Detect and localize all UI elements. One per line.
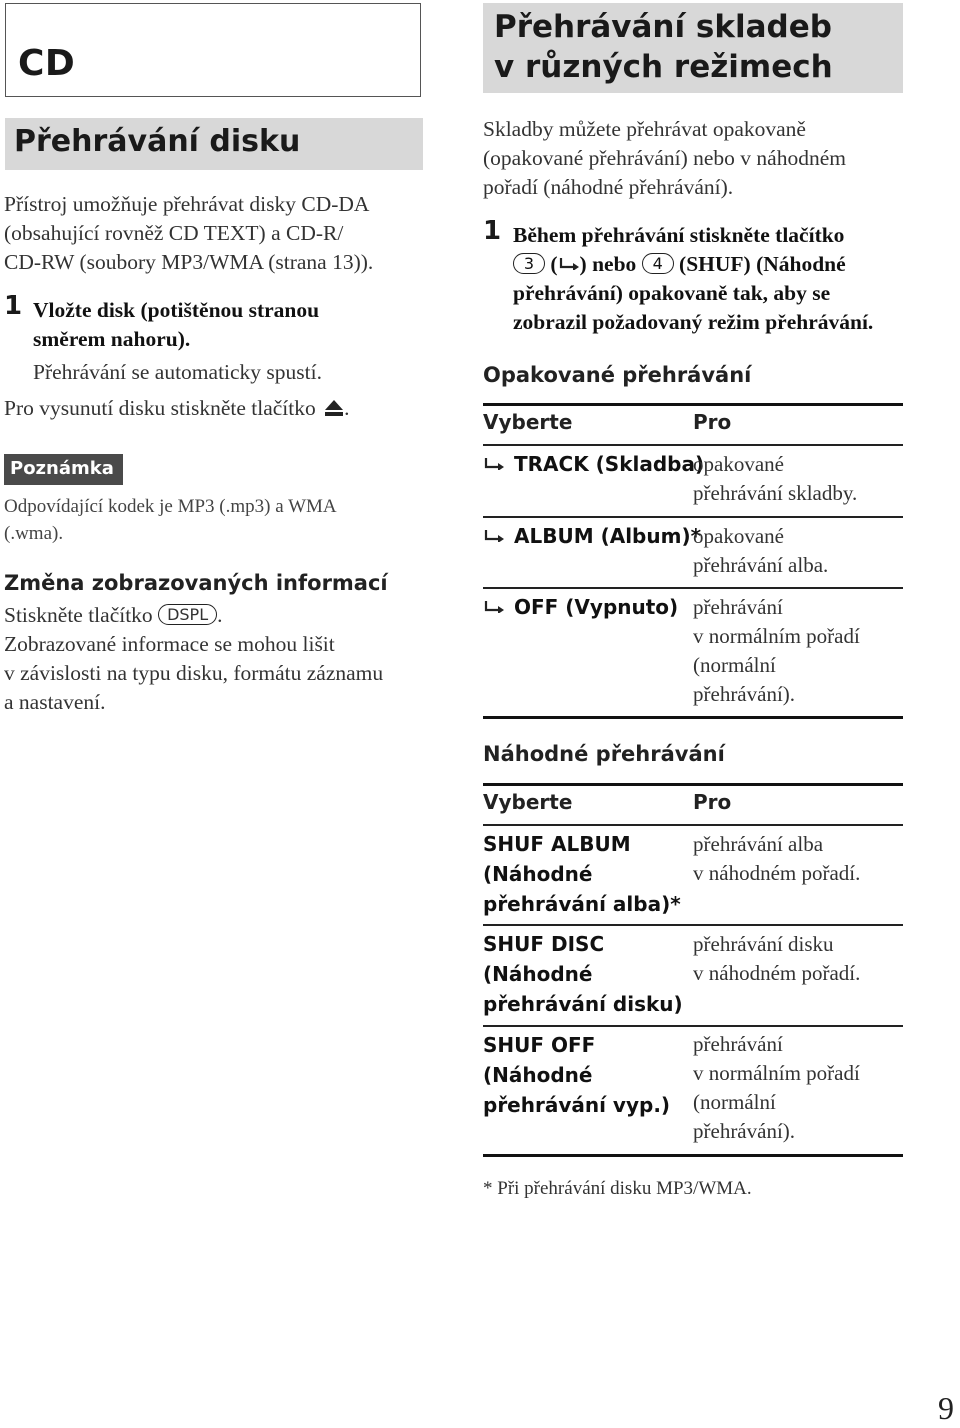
row-select-line: (Náhodné: [483, 1063, 593, 1087]
repeat-table-title: Opakované přehrávání: [483, 363, 752, 387]
step-line: [513, 250, 873, 279]
row-for-line: opakované: [693, 524, 784, 548]
note-text: [4, 493, 337, 547]
display-line: Zobrazované informace se mohou lišit: [4, 632, 335, 656]
intro-line: (opakované přehrávání) nebo v náhodném: [483, 146, 846, 170]
intro-line: pořadí (náhodné přehrávání).: [483, 175, 734, 199]
repeat-icon: [558, 256, 580, 270]
col-header-for: Pro: [693, 410, 732, 434]
display-line: v závislosti na typu disku, formátu záznamu: [4, 661, 384, 685]
table-row-for: [693, 830, 860, 888]
col-header-select: Vyberte: [483, 790, 573, 814]
row-for-line: (normální: [693, 653, 776, 677]
intro-line: Skladby můžete přehrávat opakovaně: [483, 117, 806, 141]
right-intro: [483, 115, 846, 202]
step-instruction: [33, 296, 319, 354]
right-step-instruction: [513, 221, 873, 337]
paren-close: ) nebo: [579, 252, 637, 276]
step-number: 1: [4, 291, 23, 321]
eject-instruction: [4, 394, 350, 423]
table-row-for: [693, 930, 860, 988]
display-line: a nastavení.: [4, 690, 106, 714]
table-row-for: [693, 522, 828, 580]
row-select-line: přehrávání disku): [483, 992, 683, 1016]
row-for-line: přehrávání alba.: [693, 553, 829, 577]
display-instruction: [4, 601, 222, 630]
display-paragraph: [4, 630, 383, 717]
row-for-line: přehrávání: [693, 595, 783, 619]
table-row-for: [693, 593, 860, 709]
page-heading: Přehrávání disku: [14, 124, 301, 159]
repeat-icon: [483, 528, 505, 542]
table-rule: [483, 587, 903, 589]
intro-line: Přístroj umožňuje přehrávat disky CD-DA: [4, 192, 370, 216]
key-4: 4: [642, 253, 674, 274]
heading-line: Přehrávání skladeb: [494, 9, 832, 45]
table-rule: [483, 824, 903, 826]
table-rule: [483, 1025, 903, 1027]
row-for-line: v normálním pořadí: [693, 624, 860, 648]
row-select-line: (Náhodné: [483, 862, 593, 886]
row-for-line: (normální: [693, 1090, 776, 1114]
row-for-line: v náhodném pořadí.: [693, 861, 861, 885]
row-select-label: ALBUM (Album)*: [514, 524, 702, 548]
key-3: 3: [513, 253, 545, 274]
step-number: 1: [483, 216, 502, 246]
eject-suffix: .: [344, 396, 350, 420]
col-header-for: Pro: [693, 790, 732, 814]
section-title: CD: [18, 43, 76, 84]
note-label: Poznámka: [10, 458, 114, 479]
row-for-line: přehrávání disku: [693, 932, 834, 956]
table-row-select: [483, 449, 704, 479]
row-select-line: SHUF DISC: [483, 932, 605, 956]
table-row-select: [483, 929, 683, 1019]
row-for-line: přehrávání).: [693, 682, 796, 706]
page-number: 9: [938, 1390, 954, 1426]
row-select-line: SHUF ALBUM: [483, 832, 631, 856]
row-for-line: opakované: [693, 452, 784, 476]
table-rule: [483, 403, 903, 406]
intro-line: CD-RW (soubory MP3/WMA (strana 13)).: [4, 250, 374, 274]
row-select-line: přehrávání vyp.): [483, 1093, 671, 1117]
step-line-rest: (SHUF) (Náhodné: [679, 252, 846, 276]
dspl-key: DSPL: [158, 604, 217, 625]
step-line: zobrazil požadovaný režim přehrávání.: [513, 310, 874, 334]
note-line: Odpovídající kodek je MP3 (.mp3) a WMA: [4, 496, 337, 517]
heading-line: v různých režimech: [494, 49, 833, 85]
display-press-text: Stiskněte tlačítko: [4, 603, 153, 627]
row-select-label: OFF (Vypnuto): [514, 595, 679, 619]
note-line: (.wma).: [4, 523, 64, 544]
table-rule: [483, 1154, 903, 1157]
table-rule: [483, 783, 903, 786]
page-heading-right: [494, 7, 894, 87]
repeat-icon: [483, 456, 505, 470]
row-for-line: v normálním pořadí: [693, 1061, 860, 1085]
table-rule: [483, 716, 903, 719]
table-rule: [483, 924, 903, 926]
table-rule: [483, 516, 903, 518]
col-header-select: Vyberte: [483, 410, 573, 434]
display-heading: Změna zobrazovaných informací: [4, 571, 388, 595]
paren-open: (: [550, 252, 558, 276]
footnote: * Při přehrávání disku MP3/WMA.: [483, 1178, 752, 1199]
row-for-line: přehrávání).: [693, 1119, 796, 1143]
step-result: Přehrávání se automaticky spustí.: [33, 360, 322, 384]
intro-paragraph: [4, 190, 373, 277]
step-line: přehrávání) opakovaně tak, aby se: [513, 281, 831, 305]
table-row-select: [483, 829, 681, 919]
row-for-line: přehrávání: [693, 1032, 783, 1056]
eject-icon: [324, 399, 344, 417]
step-line: Během přehrávání stiskněte tlačítko: [513, 223, 845, 247]
table-row-select: [483, 521, 701, 551]
row-for-line: přehrávání skladby.: [693, 481, 858, 505]
table-row-select: [483, 592, 678, 622]
table-row-for: [693, 1030, 860, 1146]
repeat-icon: [483, 599, 505, 613]
row-select-label: TRACK (Skladba): [514, 452, 705, 476]
table-row-for: [693, 450, 857, 508]
row-for-line: přehrávání alba: [693, 832, 824, 856]
row-select-line: přehrávání alba)*: [483, 892, 681, 916]
step-line: směrem nahoru).: [33, 327, 191, 351]
intro-line: (obsahující rovněž CD TEXT) a CD-R/: [4, 221, 344, 245]
display-press-suffix: .: [217, 603, 223, 627]
eject-text: Pro vysunutí disku stiskněte tlačítko: [4, 396, 316, 420]
shuffle-table-title: Náhodné přehrávání: [483, 742, 725, 766]
table-row-select: [483, 1030, 670, 1120]
table-rule: [483, 444, 903, 446]
row-for-line: v náhodném pořadí.: [693, 961, 861, 985]
row-select-line: SHUF OFF: [483, 1033, 596, 1057]
row-select-line: (Náhodné: [483, 962, 593, 986]
step-line: Vložte disk (potištěnou stranou: [33, 298, 320, 322]
